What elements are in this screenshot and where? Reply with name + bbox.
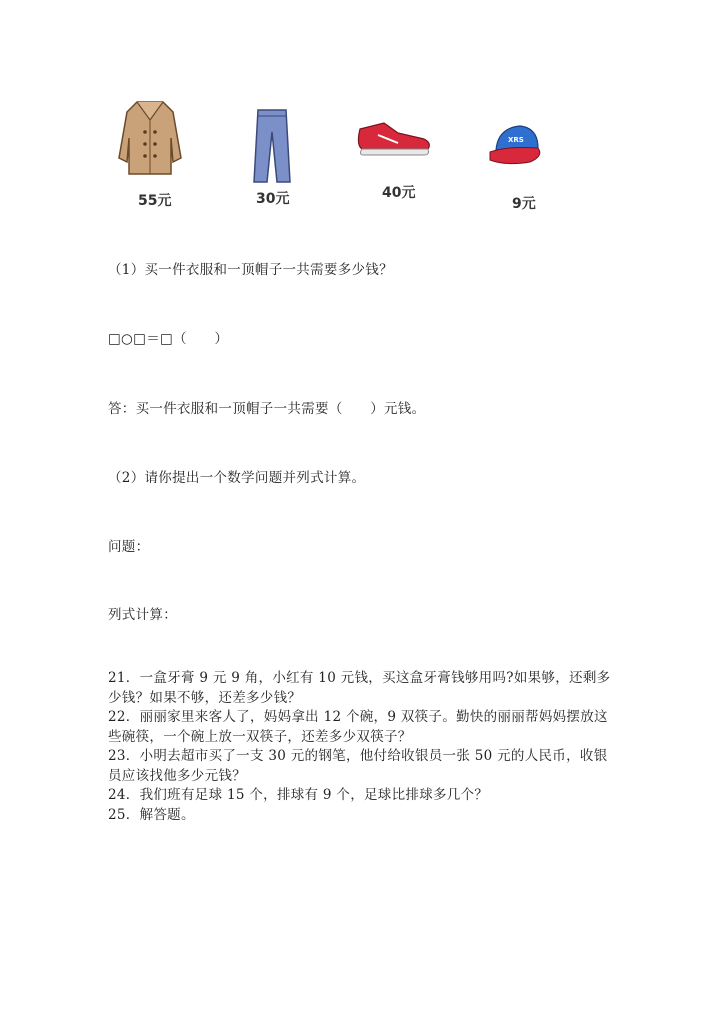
cap-price: 9元 [512, 196, 536, 212]
pants-icon [250, 108, 294, 184]
q2-problem-label: 问题： [108, 539, 150, 555]
sneaker-icon [354, 115, 434, 159]
problem-24: 24．我们班有足球 15 个，排球有 9 个，足球比排球多几个？ [108, 787, 489, 803]
q1-answer: 答：买一件衣服和一顶帽子一共需要（ ）元钱。 [108, 401, 426, 417]
cap-icon [486, 122, 546, 168]
problem-list [108, 669, 614, 825]
coat-price: 55元 [138, 193, 172, 209]
pants-illustration [250, 108, 294, 184]
problem-23: 23．小明去超市买了一支 30 元的钢笔，他付给收银员一张 50 元的人民币，收银员应该找他多少元钱？ [108, 748, 608, 784]
problem-25: 25．解答题。 [108, 806, 195, 823]
coat-illustration [115, 98, 185, 178]
sneaker-illustration [354, 115, 434, 159]
q2-question: （2）请你提出一个数学问题并列式计算。 [108, 470, 366, 486]
cap-logo-text: XRS [508, 136, 524, 144]
sneaker-price: 40元 [382, 185, 416, 201]
problem-22: 22．丽丽家里来客人了，妈妈拿出 12 个碗，9 双筷子。勤快的丽丽帮妈妈摆放这些碗筷，一个碗上放一双筷子，还差多少双筷子？ [108, 709, 608, 745]
q2-calc-label: 列式计算： [108, 607, 177, 623]
q1-question: （1）买一件衣服和一顶帽子一共需要多少钱？ [108, 262, 393, 278]
problem-21: 21．一盒牙膏 9 元 9 角，小红有 10 元钱，买这盒牙膏钱够用吗?如果够，还剩多少钱？如果不够，还差多少钱？ [108, 670, 611, 706]
coat-icon [115, 98, 185, 178]
q1-equation: □○□＝□（ ） [108, 331, 229, 347]
cap-illustration [486, 122, 546, 168]
pants-price: 30元 [256, 191, 290, 207]
